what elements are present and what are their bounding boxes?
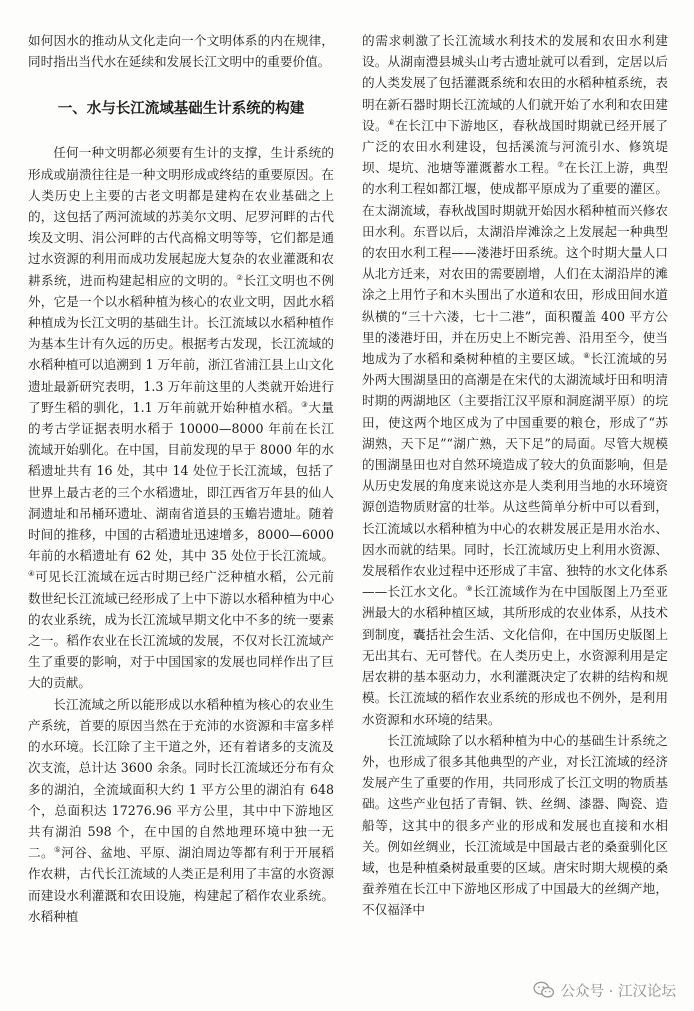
paragraph-water-environment: 长江流域之所以能形成以水稻种植为核心的农业生产系统，首要的原因当然在于充沛的水资源和丰富多样的水环境。长江除了主干道之外，还有着诸多的支流及次支流，总计达 3600 余条。同时长江流域还分布有众多的湖泊，全流域面积大约 1 平方公里的湖泊有 648 个，总面积达 17276.96 平方公里，其中中下游地区共有湖泊 598 个，在中国的自然地理环境中独一无二。⑤河谷、盆地、平原、湖泊周边等都有利于开展稻作农耕，古代长江流域的人类正是利用了丰富的水资源而建设水利灌溉和农田设施，构建起了稻作农业系统。水稻种植 (28, 696, 335, 924)
wechat-watermark (533, 979, 676, 1001)
footnote-ref[interactable]: ⑧ (583, 351, 591, 361)
wechat-icon (533, 981, 555, 999)
footnote-ref[interactable]: ④ (28, 569, 36, 579)
paragraph-livelihood: 任何一种文明都必须要有生计的支撑，生计系统的形成或崩溃往往是一种文明形成或终结的重要原因。在人类历史上主要的古老文明都是建构在农业基础之上的，这包括了两河流域的苏美尔文明、尼罗河畔的古代埃及文明、涓公河畔的古代高棉文明等等，它们都是通过水资源的利用而成功发展起庞大复杂的农业灌溉和农耕系统，进而构建起相应的文明的。②长江文明也不例外，它是一个以水稻种植为核心的农业文明，因此水稻种植成为长江文明的基础生计。长江流域以水稻种植作为基本生计有久远的历史。根据考古发现，长江流域的水稻种植可以追溯到 1 万年前，浙江省浦江县上山文化遗址最新研究表明，1.3 万年前这里的人类就开始进行了野生稻的驯化，1.1 万年前就开始种植水稻。③大量的考古学证据表明水稻于 10000—8000 年前在长江流域开始驯化。在中国，目前发现的早于 8000 年的水稻遗址共有 16 处，其中 14 处位于长江流域，包括了世界上最古老的三个水稻遗址，即江西省万年县的仙人洞遗址和吊桶环遗址、湖南省道县的玉蟾岩遗址。随着时间的推移，中国的古稻遗址迅速增多，8000—6000 年前的水稻遗址有 62 处，其中 35 处位于长江流域。④可见长江流域在远古时期已经广泛种植水稻，公元前数世纪长江流域已经形成了上中下游以水稻种植为中心的农业系统，成为长江流域早期文化中不多的统一要素之一。稻作农业在长江流域的发展，不仅对长江流域产生了重要的影响，对于中国国家的发展也同样作出了巨大的贡献。 (28, 145, 335, 691)
footnote-ref[interactable]: ③ (301, 399, 309, 409)
section-heading: 一、水与长江流域基础生计系统的构建 (57, 101, 305, 118)
footnote-ref[interactable]: ⑨ (465, 584, 473, 594)
right-column (362, 30, 668, 921)
watermark-text: 公众号 · 江汉论坛 (560, 983, 676, 1000)
paragraph-other-industries: 长江流域除了以水稻种植为中心的基础生计系统之外，也形成了很多其他典型的产业，对长江流域的经济发展产生了重要的作用，共同形成了长江文明的物质基础。这些产业包括了青铜、铁、丝绸、漆器、陶瓷、造船等，这其中的很多产业的形成和发展也直接和水相关。例如丝绸业，长江流域是中国最古老的桑蚕驯化区域，也是种植桑树最重要的区域。唐宋时期大规模的桑蚕养殖在长江中下游地区形成了中国最大的丝绸产地，不仅福泽中 (362, 732, 668, 918)
footnote-ref[interactable]: ⑤ (54, 845, 62, 855)
footnote-ref[interactable]: ⑦ (557, 160, 565, 170)
footnote-ref[interactable]: ⑥ (388, 117, 396, 127)
left-column (28, 30, 334, 927)
intro-paragraph-tail: 如何因水的推动从文化走向一个文明体系的内在规律，同时指出当代水在延续和发展长江文明中的重要价值。 (28, 33, 334, 70)
paragraph-water-environment-continued: 的需求刺激了长江流域水利技术的发展和农田水利建设。从湖南澧县城头山考古遗址就可以看到，定居以后的人类发展了包括灌溉系统和农田的水稻种植系统，表明在新石器时期长江流域的人们就开始了水利和农田建设。⑥在长江中下游地区，春秋战国时期就已经开展了广泛的农田水利建设，包括溪流与河流引水、修筑堤坝、堤坑、池塘等灌溉蓄水工程。⑦在长江上游，典型的水利工程如都江堰，使成都平原成为了重要的灌区。在太湖流域，春秋战国时期就开始因水稻种植而兴修农田水利。东晋以后，太湖沿岸滩涂之上发展起一种典型的农田水利工程——溇港圩田系统。这个时期大量人口从北方迁来，对农田的需要剧增，人们在太湖沿岸的滩涂之上用竹子和木头围出了水道和农田，形成田间水道纵横的“三十六溇，七十二港”，面积覆盖 400 平方公里的溇港圩田，并在历史上不断完善、沿用至今，使当地成为了水稻和桑树种植的主要区域。⑧长江流域的另外两大围湖垦田的高潮是在宋代的太湖流域圩田和明清时期的两湖地区（主要指江汉平原和洞庭湖平原）的垸田，使这两个地区成为了中国重要的粮仓，形成了“苏湖熟，天下足”“湖广熟，天下足”的局面。尽管大规模的围湖垦田也对自然环境造成了较大的负面影响，但是从历史发展的角度来说这亦是人类利用当地的水环境资源创造物质财富的壮举。从这些简单分析中可以看到，长江流域以水稻种植为中心的农耕发展正是用水治水、因水而就的结果。同时，长江流域历史上利用水资源、发展稻作农业过程中还形成了丰富、独特的水文化体系——长江水文化。⑨长江流域作为在中国版图上乃至亚洲最大的水稻种植区域，其所形成的农业体系，从技术到制度，囊括社会生活、文化信仰，在中国历史版图上无出其右、无可替代。在人类历史上，水资源利用是定居农耕的基本驱动力，水利灌溉决定了农耕的结构和规模。长江流域的稻作农业系统的形成也不例外，是利用水资源和水环境的结果。 (362, 33, 669, 727)
footnote-ref[interactable]: ② (236, 272, 244, 282)
